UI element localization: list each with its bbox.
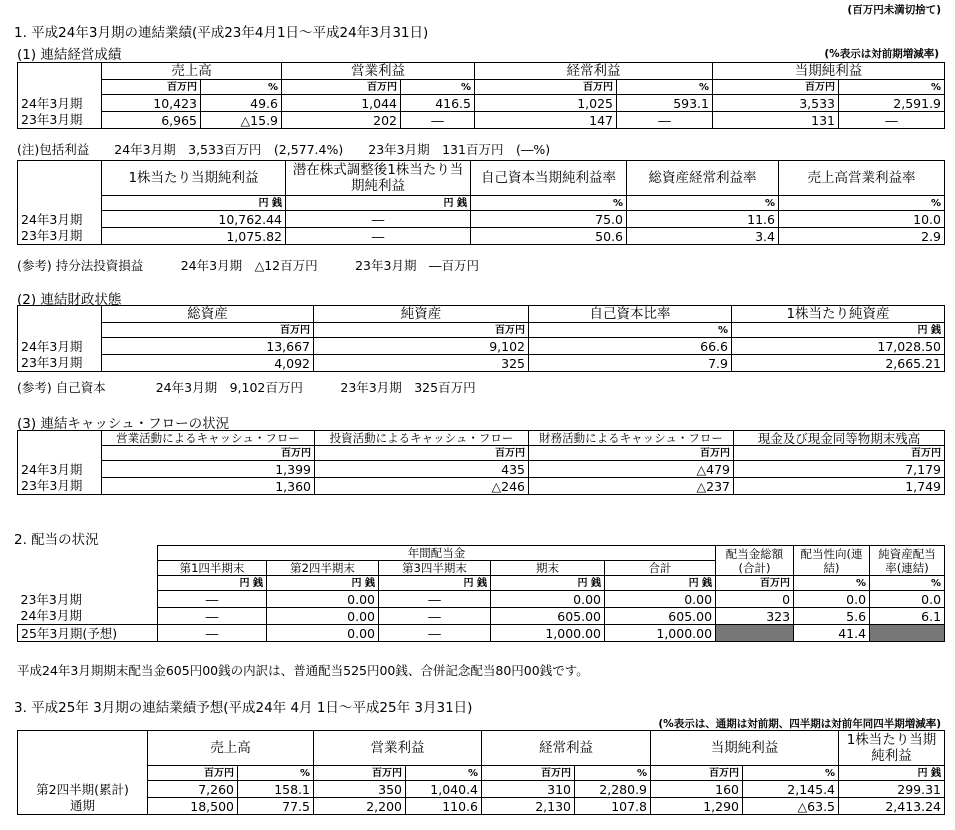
unit: % xyxy=(839,80,945,95)
header-eps: 1株当たり当期純利益 xyxy=(102,161,286,196)
cell: 158.1 xyxy=(238,781,314,798)
cell: 110.6 xyxy=(406,798,482,815)
header-operating-cf: 営業活動によるキャッシュ・フロー xyxy=(102,431,315,446)
unit: % xyxy=(529,323,732,338)
unit: % xyxy=(794,576,870,591)
header-eps: 1株当たり当期純利益 xyxy=(839,731,945,766)
row-label: 23年3月期 xyxy=(18,478,102,495)
cell: 2,280.9 xyxy=(575,781,651,798)
cell: 325 xyxy=(314,355,529,372)
table-row xyxy=(18,478,945,495)
unit: 百万円 xyxy=(475,80,617,95)
cell: 7.9 xyxy=(529,355,732,372)
cell: 7,179 xyxy=(734,461,945,478)
cell: 0.0 xyxy=(794,591,870,608)
cell: 1,044 xyxy=(282,95,401,112)
row-label: 24年3月期 xyxy=(18,211,102,228)
table-row xyxy=(18,781,945,798)
cell: 3.4 xyxy=(627,228,779,245)
cell: 299.31 xyxy=(839,781,945,798)
cell: 2,665.21 xyxy=(732,355,945,372)
row-label: 第2四半期(累計) xyxy=(18,781,148,798)
unit: 円 銭 xyxy=(158,576,267,591)
header-net-income: 当期純利益 xyxy=(651,731,839,766)
header-financing-cf: 財務活動によるキャッシュ・フロー xyxy=(529,431,734,446)
unit: 百万円 xyxy=(716,576,794,591)
row-label: 23年3月期 xyxy=(20,591,82,607)
table-row xyxy=(18,591,945,608)
shaded-cell xyxy=(870,625,945,642)
header-dividend-total: 配当金総額(合計) xyxy=(716,546,794,576)
section-2-title: 2. 配当の状況 xyxy=(14,532,99,548)
cell: ― xyxy=(158,625,267,642)
header-total-assets: 総資産 xyxy=(102,306,314,323)
cell: 11.6 xyxy=(627,211,779,228)
financial-table xyxy=(17,305,945,372)
unit: % xyxy=(627,196,779,211)
header-sales: 売上高 xyxy=(102,63,282,80)
cell: 1,360 xyxy=(102,478,315,495)
cell: 66.6 xyxy=(529,338,732,355)
row-label: 24年3月期 xyxy=(18,338,102,355)
cell: 10.0 xyxy=(779,211,945,228)
cell: 75.0 xyxy=(471,211,627,228)
unit: 百万円 xyxy=(314,323,529,338)
cell: 49.6 xyxy=(201,95,282,112)
ratios-table xyxy=(17,160,945,245)
cell: 50.6 xyxy=(471,228,627,245)
cell: 160 xyxy=(651,781,743,798)
row-label: 23年3月期 xyxy=(18,112,102,129)
dividend-table xyxy=(17,545,945,642)
header-cash-balance: 現金及び現金同等物期末残高 xyxy=(734,431,945,446)
shaded-cell xyxy=(716,625,794,642)
unit: 円 銭 xyxy=(286,196,471,211)
unit: % xyxy=(575,766,651,781)
unit: 百万円 xyxy=(102,80,201,95)
unit: 百万円 xyxy=(148,766,238,781)
cell: 10,423 xyxy=(102,95,201,112)
cell: △63.5 xyxy=(743,798,839,815)
unit: 円 銭 xyxy=(839,766,945,781)
row-label: 25年3月期(予想) xyxy=(18,625,158,642)
cashflow-subtitle: (3) 連結キャッシュ・フローの状況 xyxy=(17,416,230,432)
unit: % xyxy=(406,766,482,781)
header-dividend-net-assets: 純資産配当率(連結) xyxy=(870,546,945,576)
unit: % xyxy=(401,80,475,95)
cell: 1,000.00 xyxy=(605,625,716,642)
header-q2: 第2四半期末 xyxy=(267,561,379,576)
unit: 百万円 xyxy=(529,446,734,461)
cell: ― xyxy=(286,211,471,228)
header-investing-cf: 投資活動によるキャッシュ・フロー xyxy=(315,431,529,446)
cell: 435 xyxy=(315,461,529,478)
header-annual-dividend: 年間配当金 xyxy=(158,546,716,561)
cell: 4,092 xyxy=(102,355,314,372)
header-roa: 総資産経常利益率 xyxy=(627,161,779,196)
section-3-title: 3. 平成25年 3月期の連結業績予想(平成24年 4月 1日～平成25年 3月31日) xyxy=(14,700,473,716)
cell: 593.1 xyxy=(617,95,713,112)
header-total: 合計 xyxy=(605,561,716,576)
cell: ― xyxy=(379,608,491,625)
cell: 605.00 xyxy=(605,608,716,625)
cell: 147 xyxy=(475,112,617,129)
unit: 円 銭 xyxy=(605,576,716,591)
cell: 107.8 xyxy=(575,798,651,815)
results-table xyxy=(17,62,945,129)
cell: 2.9 xyxy=(779,228,945,245)
header-roe: 自己資本当期純利益率 xyxy=(471,161,627,196)
cell: ― xyxy=(401,112,475,129)
unit: 百万円 xyxy=(734,446,945,461)
row-label: 通期 xyxy=(18,798,148,815)
cell: 2,200 xyxy=(314,798,406,815)
header-sales: 売上高 xyxy=(148,731,314,766)
unit: 百万円 xyxy=(651,766,743,781)
cell: 9,102 xyxy=(314,338,529,355)
unit: % xyxy=(617,80,713,95)
results-note: (%表示は対前期増減率) xyxy=(824,48,939,60)
unit: 円 銭 xyxy=(102,196,286,211)
cell: 0.00 xyxy=(491,591,605,608)
row-label: 23年3月期 xyxy=(18,228,102,245)
cell: ― xyxy=(158,608,267,625)
header-bps: 1株当たり純資産 xyxy=(732,306,945,323)
row-label: 24年3月期 xyxy=(20,608,82,624)
cell: ― xyxy=(286,228,471,245)
cell: 1,749 xyxy=(734,478,945,495)
table-row-forecast xyxy=(18,625,945,642)
unit: 百万円 xyxy=(102,446,315,461)
unit: % xyxy=(201,80,282,95)
unit: 円 銭 xyxy=(491,576,605,591)
header-net-assets: 純資産 xyxy=(314,306,529,323)
table-row xyxy=(18,461,945,478)
cell: 17,028.50 xyxy=(732,338,945,355)
unit: % xyxy=(238,766,314,781)
dividend-note: 平成24年3月期期末配当金605円00銭の内訳は、普通配当525円00銭、合併記念配当80円00銭です。 xyxy=(17,663,589,678)
cell: 5.6 xyxy=(794,608,870,625)
cell: 1,025 xyxy=(475,95,617,112)
header-operating-income: 営業利益 xyxy=(314,731,482,766)
header-year-end: 期末 xyxy=(491,561,605,576)
header-ordinary-income: 経常利益 xyxy=(475,63,713,80)
header-ordinary-income: 経常利益 xyxy=(482,731,651,766)
cell: 1,075.82 xyxy=(102,228,286,245)
unit: 円 銭 xyxy=(732,323,945,338)
cell: 1,040.4 xyxy=(406,781,482,798)
unit: 百万円 xyxy=(102,323,314,338)
unit: 百万円 xyxy=(482,766,575,781)
cell: 605.00 xyxy=(491,608,605,625)
table-row xyxy=(18,112,945,129)
equity-note: (参考) 自己資本 24年3月期 9,102百万円 23年3月期 325百万円 xyxy=(17,380,476,395)
unit: 百万円 xyxy=(282,80,401,95)
cell: ― xyxy=(379,591,491,608)
cell: 1,290 xyxy=(651,798,743,815)
cell: 350 xyxy=(314,781,406,798)
cell: ― xyxy=(158,591,267,608)
cell: 0.00 xyxy=(267,608,379,625)
row-label: 23年3月期 xyxy=(18,355,102,372)
table-row xyxy=(18,95,945,112)
cell: 1,399 xyxy=(102,461,315,478)
cell: △15.9 xyxy=(201,112,282,129)
cell: △237 xyxy=(529,478,734,495)
cell: 0.00 xyxy=(267,625,379,642)
cell: 131 xyxy=(713,112,839,129)
table-row xyxy=(18,211,945,228)
results-subtitle: (1) 連結経営成績 xyxy=(17,47,122,63)
cell: 77.5 xyxy=(238,798,314,815)
row-label: 24年3月期 xyxy=(18,95,102,112)
header-operating-margin: 売上高営業利益率 xyxy=(779,161,945,196)
cell: 6.1 xyxy=(870,608,945,625)
cell: 0.0 xyxy=(870,591,945,608)
cell: △479 xyxy=(529,461,734,478)
cell: 3,533 xyxy=(713,95,839,112)
cell: 2,413.24 xyxy=(839,798,945,815)
cell: △246 xyxy=(315,478,529,495)
header-equity-ratio: 自己資本比率 xyxy=(529,306,732,323)
table-row xyxy=(18,608,945,625)
cashflow-table xyxy=(17,430,945,495)
unit: % xyxy=(779,196,945,211)
cell: ― xyxy=(839,112,945,129)
unit: 百万円 xyxy=(713,80,839,95)
unit: % xyxy=(743,766,839,781)
unit: % xyxy=(471,196,627,211)
unit: % xyxy=(870,576,945,591)
unit: 百万円 xyxy=(315,446,529,461)
cell: 2,145.4 xyxy=(743,781,839,798)
table-row xyxy=(18,355,945,372)
cell: 18,500 xyxy=(148,798,238,815)
financial-subtitle: (2) 連結財政状態 xyxy=(17,292,122,308)
header-net-income: 当期純利益 xyxy=(713,63,945,80)
section-1-title: 1. 平成24年3月期の連結業績(平成23年4月1日～平成24年3月31日) xyxy=(14,25,429,41)
equity-method-note: (参考) 持分法投資損益 24年3月期 △12百万円 23年3月期 ―百万円 xyxy=(17,258,479,273)
cell: 41.4 xyxy=(794,625,870,642)
cell: 7,260 xyxy=(148,781,238,798)
row-label: 24年3月期 xyxy=(18,461,102,478)
unit: 百万円 xyxy=(314,766,406,781)
header-diluted-eps: 潜在株式調整後1株当たり当期純利益 xyxy=(286,161,471,196)
table-row xyxy=(18,338,945,355)
table-row xyxy=(18,228,945,245)
cell: 416.5 xyxy=(401,95,475,112)
header-q1: 第1四半期末 xyxy=(158,561,267,576)
comprehensive-income-note: (注)包括利益 24年3月期 3,533百万円 (2,577.4%) 23年3月期 131百万円 (―%) xyxy=(17,142,551,157)
forecast-table xyxy=(17,730,945,815)
header-operating-income: 営業利益 xyxy=(282,63,475,80)
cell: 310 xyxy=(482,781,575,798)
unit: 円 銭 xyxy=(379,576,491,591)
cell: 10,762.44 xyxy=(102,211,286,228)
cell: 13,667 xyxy=(102,338,314,355)
cell: 202 xyxy=(282,112,401,129)
cell: 323 xyxy=(716,608,794,625)
unit: 円 銭 xyxy=(267,576,379,591)
header-payout-ratio: 配当性向(連結) xyxy=(794,546,870,576)
forecast-note: (%表示は、通期は対前期、四半期は対前年同四半期増減率) xyxy=(658,718,941,730)
cell: 6,965 xyxy=(102,112,201,129)
cell: 0.00 xyxy=(605,591,716,608)
cell: ― xyxy=(617,112,713,129)
unit-note: (百万円未満切捨て) xyxy=(847,4,941,16)
header-q3: 第3四半期末 xyxy=(379,561,491,576)
cell: 1,000.00 xyxy=(491,625,605,642)
cell: ― xyxy=(379,625,491,642)
table-row xyxy=(18,798,945,815)
cell: 0.00 xyxy=(267,591,379,608)
cell: 0 xyxy=(716,591,794,608)
cell: 2,591.9 xyxy=(839,95,945,112)
cell: 2,130 xyxy=(482,798,575,815)
